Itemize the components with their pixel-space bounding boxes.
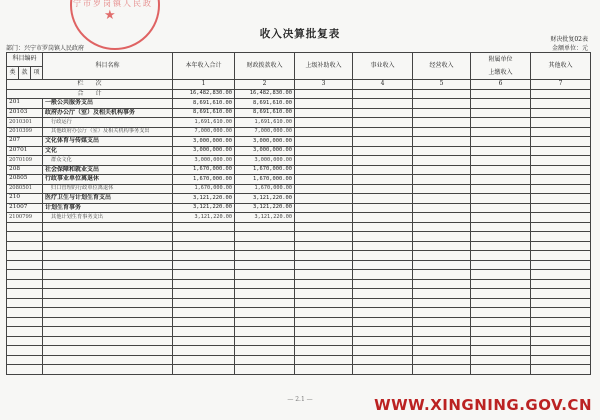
table-row <box>7 146 591 156</box>
watermark-url: WWW.XINGNING.GOV.CN <box>374 396 592 414</box>
row-total: 3,121,220.00 <box>173 194 235 204</box>
row-fiscal: 1,670,000.00 <box>235 184 295 194</box>
income-table <box>6 52 591 375</box>
totals-total: 16,482,830.00 <box>173 89 235 99</box>
totals-row <box>7 89 591 99</box>
row-code: 20701 <box>7 146 43 156</box>
header-fiscal: 财政拨款收入 <box>235 53 295 80</box>
table-row <box>7 99 591 109</box>
header-operating: 经营收入 <box>413 53 471 80</box>
table-row <box>7 184 591 194</box>
row-total: 3,000,000.00 <box>173 137 235 147</box>
row-fiscal: 3,000,000.00 <box>235 137 295 147</box>
row-total: 7,000,000.00 <box>173 127 235 137</box>
col-num-1: 1 <box>173 80 235 90</box>
form-number: 财决批复02表 <box>550 36 588 43</box>
row-code: 20103 <box>7 108 43 118</box>
table-row <box>7 175 591 185</box>
amount-unit: 金额单位：元 <box>551 45 588 52</box>
table-row <box>7 118 591 128</box>
header-superior: 上级补助收入 <box>295 53 353 80</box>
col-num-2: 2 <box>235 80 295 90</box>
row-total: 3,000,000.00 <box>173 146 235 156</box>
header-affiliated <box>471 53 531 80</box>
header-total: 本年收入合计 <box>173 53 235 80</box>
totals-fiscal: 16,482,830.00 <box>235 89 295 99</box>
header-business: 事业收入 <box>353 53 413 80</box>
row-total: 1,691,610.00 <box>173 118 235 128</box>
row-code: 2010301 <box>7 118 43 128</box>
col-num-4: 4 <box>353 80 413 90</box>
row-fiscal: 8,691,610.00 <box>235 99 295 109</box>
row-total: 8,691,610.00 <box>173 99 235 109</box>
row-code: 208 <box>7 165 43 175</box>
row-name: 文化 <box>43 146 173 156</box>
header-subject-code: 科目编码 <box>7 53 43 67</box>
row-fiscal: 1,670,000.00 <box>235 165 295 175</box>
row-total: 3,121,220.00 <box>173 203 235 213</box>
table-row <box>7 194 591 204</box>
row-name: 其他政府办公厅（室）及相关机构事务支出 <box>43 127 173 137</box>
header-affiliated-line1: 附属单位 <box>488 56 513 63</box>
header-other: 其他收入 <box>531 53 591 80</box>
row-code: 2080501 <box>7 184 43 194</box>
seal-star-icon: ★ <box>104 8 116 23</box>
row-name: 计划生育事务 <box>43 203 173 213</box>
row-fiscal: 7,000,000.00 <box>235 127 295 137</box>
row-name: 群众文化 <box>43 156 173 166</box>
table-row <box>7 137 591 147</box>
document-title: 收入决算批复表 <box>259 28 341 40</box>
row-fiscal: 8,691,610.00 <box>235 108 295 118</box>
row-total: 1,670,000.00 <box>173 165 235 175</box>
row-total: 8,691,610.00 <box>173 108 235 118</box>
header-xiang: 项 <box>31 66 43 80</box>
row-name: 行政运行 <box>43 118 173 128</box>
seal-text: 宁市罗岗镇人民政 <box>73 0 153 8</box>
row-total: 1,670,000.00 <box>173 184 235 194</box>
row-name: 文化体育与传媒支出 <box>43 137 173 147</box>
header-subject-name: 科目名称 <box>43 53 173 80</box>
row-name: 政府办公厅（室）及相关机构事务 <box>43 108 173 118</box>
table-row <box>7 156 591 166</box>
row-name: 医疗卫生与计划生育支出 <box>43 194 173 204</box>
header-lei: 类 <box>7 66 19 80</box>
row-name: 归口管理的行政单位离退休 <box>43 184 173 194</box>
row-fiscal: 3,121,220.00 <box>235 194 295 204</box>
row-total: 1,670,000.00 <box>173 175 235 185</box>
row-code: 2070109 <box>7 156 43 166</box>
header-affiliated-line2: 上缴收入 <box>488 69 513 76</box>
row-name: 行政事业单位离退休 <box>43 175 173 185</box>
col-num-3: 3 <box>295 80 353 90</box>
table-row <box>7 108 591 118</box>
table-row <box>7 165 591 175</box>
row-code: 21007 <box>7 203 43 213</box>
row-fiscal: 1,670,000.00 <box>235 175 295 185</box>
table-row <box>7 213 591 223</box>
col-num-7: 7 <box>531 80 591 90</box>
row-code: 2010399 <box>7 127 43 137</box>
row-code: 201 <box>7 99 43 109</box>
row-fiscal: 1,691,610.00 <box>235 118 295 128</box>
row-fiscal: 3,121,220.00 <box>235 203 295 213</box>
col-num-6: 6 <box>471 80 531 90</box>
table-row <box>7 127 591 137</box>
row-name: 社会保障和就业支出 <box>43 165 173 175</box>
row-name: 其他计划生育事务支出 <box>43 213 173 223</box>
header-kuan: 款 <box>19 66 31 80</box>
totals-label: 合 计 <box>7 89 173 99</box>
row-total: 3,000,000.00 <box>173 156 235 166</box>
row-fiscal: 3,000,000.00 <box>235 146 295 156</box>
row-code: 210 <box>7 194 43 204</box>
header-lanci: 栏 次 <box>7 80 173 90</box>
page-number: — 2.1 — <box>287 396 313 403</box>
row-total: 3,121,220.00 <box>173 213 235 223</box>
row-code: 2100799 <box>7 213 43 223</box>
col-num-5: 5 <box>413 80 471 90</box>
row-fiscal: 3,000,000.00 <box>235 156 295 166</box>
row-fiscal: 3,121,220.00 <box>235 213 295 223</box>
table-row <box>7 203 591 213</box>
department-label: 部门：兴宁市罗岗镇人民政府 <box>6 45 85 52</box>
row-name: 一般公共服务支出 <box>43 99 173 109</box>
row-code: 207 <box>7 137 43 147</box>
row-code: 20805 <box>7 175 43 185</box>
